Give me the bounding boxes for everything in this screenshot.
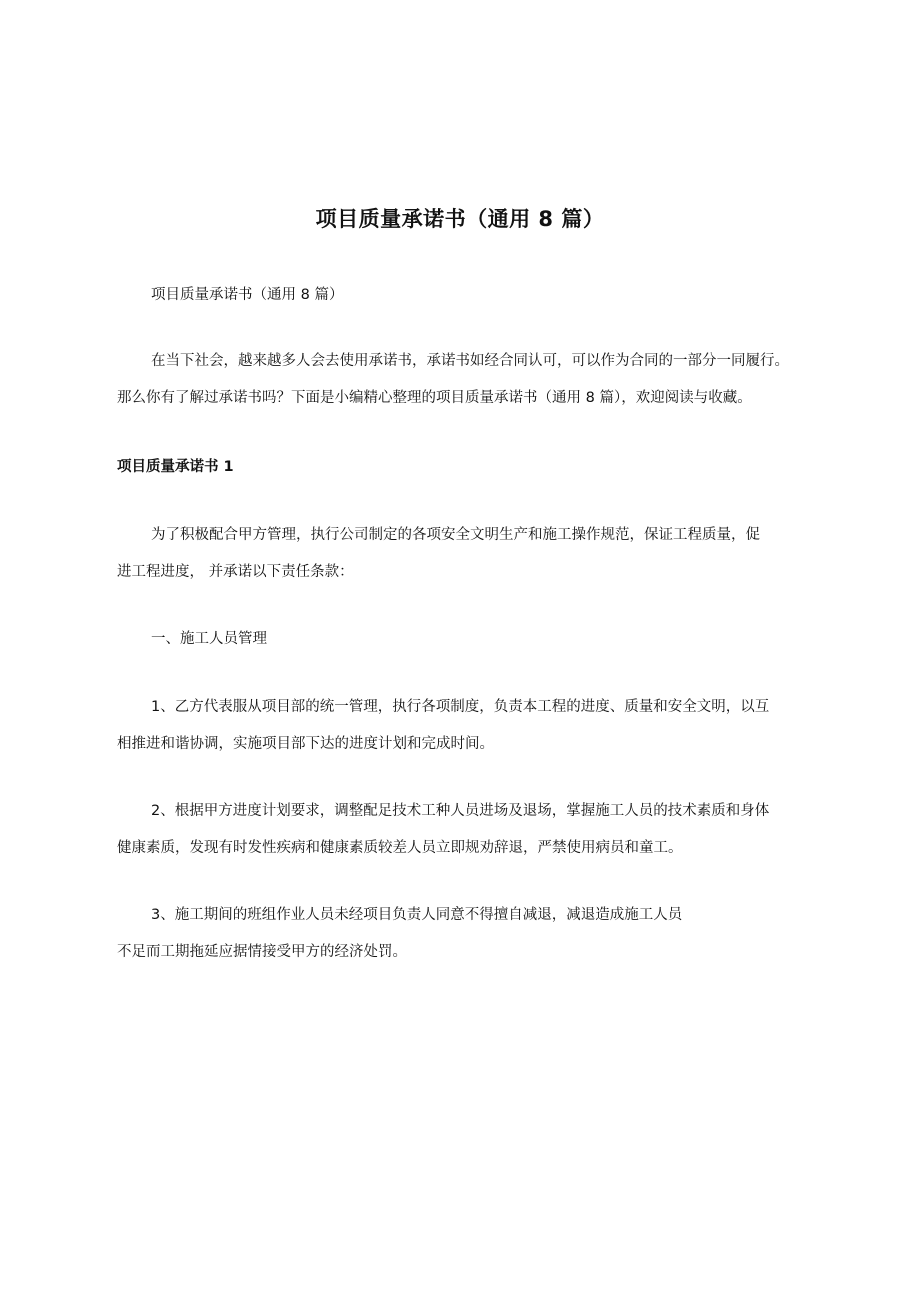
item-1-line-1: 1、乙方代表服从项目部的统一管理，执行各项制度，负责本工程的进度、质量和安全文明，以互 [151, 699, 770, 715]
section-heading: 项目质量承诺书 1 [117, 459, 234, 475]
item-3-line-1: 3、施工期间的班组作业人员未经项目负责人同意不得擅自减退，减退造成施工人员 [151, 907, 683, 923]
item-2-line-1: 2、根据甲方进度计划要求，调整配足技术工种人员进场及退场，掌握施工人员的技术素质和身体 [151, 803, 770, 819]
document-subtitle: 项目质量承诺书（通用 8 篇） [151, 287, 344, 303]
section-intro-line-2: 进工程进度， 并承诺以下责任条款： [117, 564, 354, 580]
intro-line-2: 那么你有了解过承诺书吗？下面是小编精心整理的项目质量承诺书（通用 8 篇），欢迎阅读与收藏。 [117, 390, 752, 406]
subheading: 一、施工人员管理 [151, 631, 267, 647]
document-title: 项目质量承诺书（通用 8 篇） [315, 207, 605, 231]
item-3-line-2: 不足而工期拖延应据情接受甲方的经济处罚。 [117, 944, 407, 960]
section-intro-line-1: 为了积极配合甲方管理，执行公司制定的各项安全文明生产和施工操作规范，保证工程质量，促 [151, 527, 760, 543]
item-1-line-2: 相推进和谐协调，实施项目部下达的进度计划和完成时间。 [117, 736, 494, 752]
intro-line-1: 在当下社会，越来越多人会去使用承诺书，承诺书如经合同认可，可以作为合同的一部分一同履行。 [151, 353, 789, 369]
item-2-line-2: 健康素质，发现有时发性疾病和健康素质较差人员立即规劝辞退，严禁使用病员和童工。 [117, 840, 683, 856]
